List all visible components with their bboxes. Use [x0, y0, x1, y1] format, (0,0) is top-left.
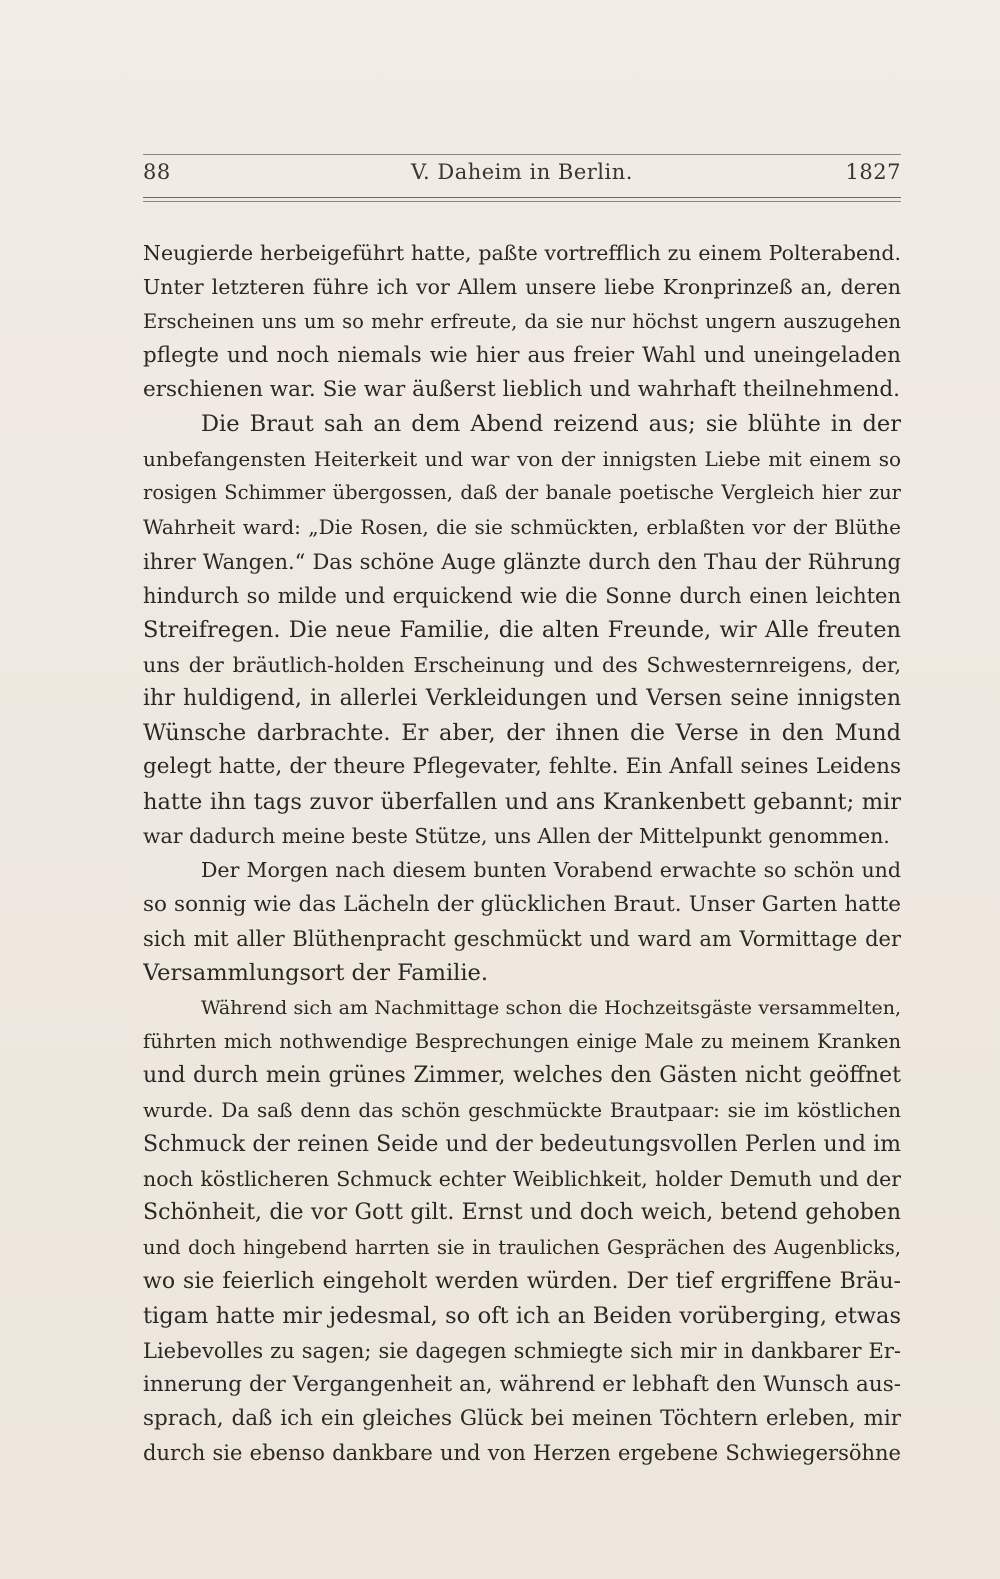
text-line: Streifregen. Die neue Familie, die alten Freunde, wir Alle freuten — [143, 617, 901, 644]
text-line: hindurch so milde und erquickend wie die Sonne durch einen leichten — [143, 583, 901, 608]
text-line: Erscheinen uns um so mehr erfreute, da sie nur höchst ungern auszugehen — [143, 309, 901, 333]
text-line: Wahrheit ward: „Die Rosen, die sie schmückten, erblaßten vor der Blüthe — [143, 515, 901, 540]
header-year: 1827 — [845, 160, 901, 184]
text-line: uns der bräutlich-holden Erscheinung und des Schwesternreigens, der, — [143, 652, 901, 677]
text-line: Unter letzteren führe ich vor Allem unsere liebe Kronprinzeß an, deren — [143, 275, 901, 300]
page-number: 88 — [143, 160, 171, 184]
body-text — [143, 236, 901, 1471]
text-line: durch sie ebenso dankbare und von Herzen ergebene Schwiegersöhne — [143, 1441, 901, 1466]
text-line: und durch mein grünes Zimmer, welches den Gästen nicht geöffnet — [143, 1063, 901, 1089]
text-line: noch köstlicheren Schmuck echter Weiblichkeit, holder Demuth und der — [143, 1167, 901, 1192]
running-header — [143, 160, 901, 188]
text-line: ihrer Wangen.“ Das schöne Auge glänzte durch den Thau der Rührung — [143, 549, 901, 574]
text-line: Versammlungsort der Familie. — [143, 960, 489, 987]
text-line: war dadurch meine beste Stütze, uns Allen der Mittelpunkt genommen. — [143, 824, 890, 849]
text-line: unbefangensten Heiterkeit und war von der innigsten Liebe mit einem so — [143, 446, 901, 471]
text-line: Neugierde herbeigeführt hatte, paßte vortrefflich zu einem Polterabend. — [143, 241, 901, 265]
text-line: gelegt hatte, der theure Pflegevater, fehlte. Ein Anfall seines Leidens — [143, 754, 901, 780]
text-line: rosigen Schimmer übergossen, daß der banale poetische Vergleich hier zur — [143, 481, 901, 505]
text-line: Der Morgen nach diesem bunten Vorabend erwachte so schön und — [201, 858, 901, 883]
text-line: ihr huldigend, in allerlei Verkleidungen und Versen seine innigsten — [143, 685, 901, 711]
text-line: Die Braut sah an dem Abend reizend aus; sie blühte in der — [201, 411, 901, 438]
text-line: Liebevolles zu sagen; sie dagegen schmiegte sich mir in dankbarer Er- — [143, 1338, 901, 1363]
text-line: sich mit aller Blüthenpracht geschmückt und ward am Vormittage der — [143, 926, 901, 951]
header-rule-top — [143, 154, 901, 155]
text-line: und doch hingebend harrten sie in traulichen Gesprächen des Augenblicks, — [143, 1235, 901, 1259]
text-line: innerung der Vergangenheit an, während er lebhaft den Wunsch aus- — [143, 1371, 901, 1397]
text-line: erschienen war. Sie war äußerst lieblich und wahrhaft theilnehmend. — [143, 377, 900, 403]
text-line: Während sich am Nachmittage schon die Hochzeitsgäste versammelten, — [201, 996, 901, 1019]
text-line: sprach, daß ich ein gleiches Glück bei meinen Töchtern erleben, mir — [143, 1406, 901, 1432]
text-line: Schmuck der reinen Seide und der bedeutungsvollen Perlen und im — [143, 1131, 901, 1157]
text-line: pflegte und noch niemals wie hier aus freier Wahl und uneingeladen — [143, 342, 901, 368]
header-rule — [143, 197, 901, 198]
text-line: Wünsche darbrachte. Er aber, der ihnen die Verse in den Mund — [143, 720, 901, 747]
text-line: tigam hatte mir jedesmal, so oft ich an Beiden vorüberging, etwas — [143, 1303, 901, 1330]
running-title: V. Daheim in Berlin. — [411, 160, 633, 184]
text-line: führten mich nothwendige Besprechungen einige Male zu meinem Kranken — [143, 1029, 901, 1053]
text-line: wo sie feierlich eingeholt werden würden. Der tief ergriffene Bräu- — [143, 1268, 901, 1294]
text-line: hatte ihn tags zuvor überfallen und ans Krankenbett gebannt; mir — [143, 788, 901, 815]
text-line: so sonnig wie das Lächeln der glücklichen Braut. Unser Garten hatte — [143, 891, 901, 917]
text-line: Schönheit, die vor Gott gilt. Ernst und doch weich, betend gehoben — [143, 1200, 901, 1226]
text-line: wurde. Da saß denn das schön geschmückte Brautpaar: sie im köstlichen — [143, 1098, 901, 1123]
header-rule-double — [143, 201, 901, 202]
